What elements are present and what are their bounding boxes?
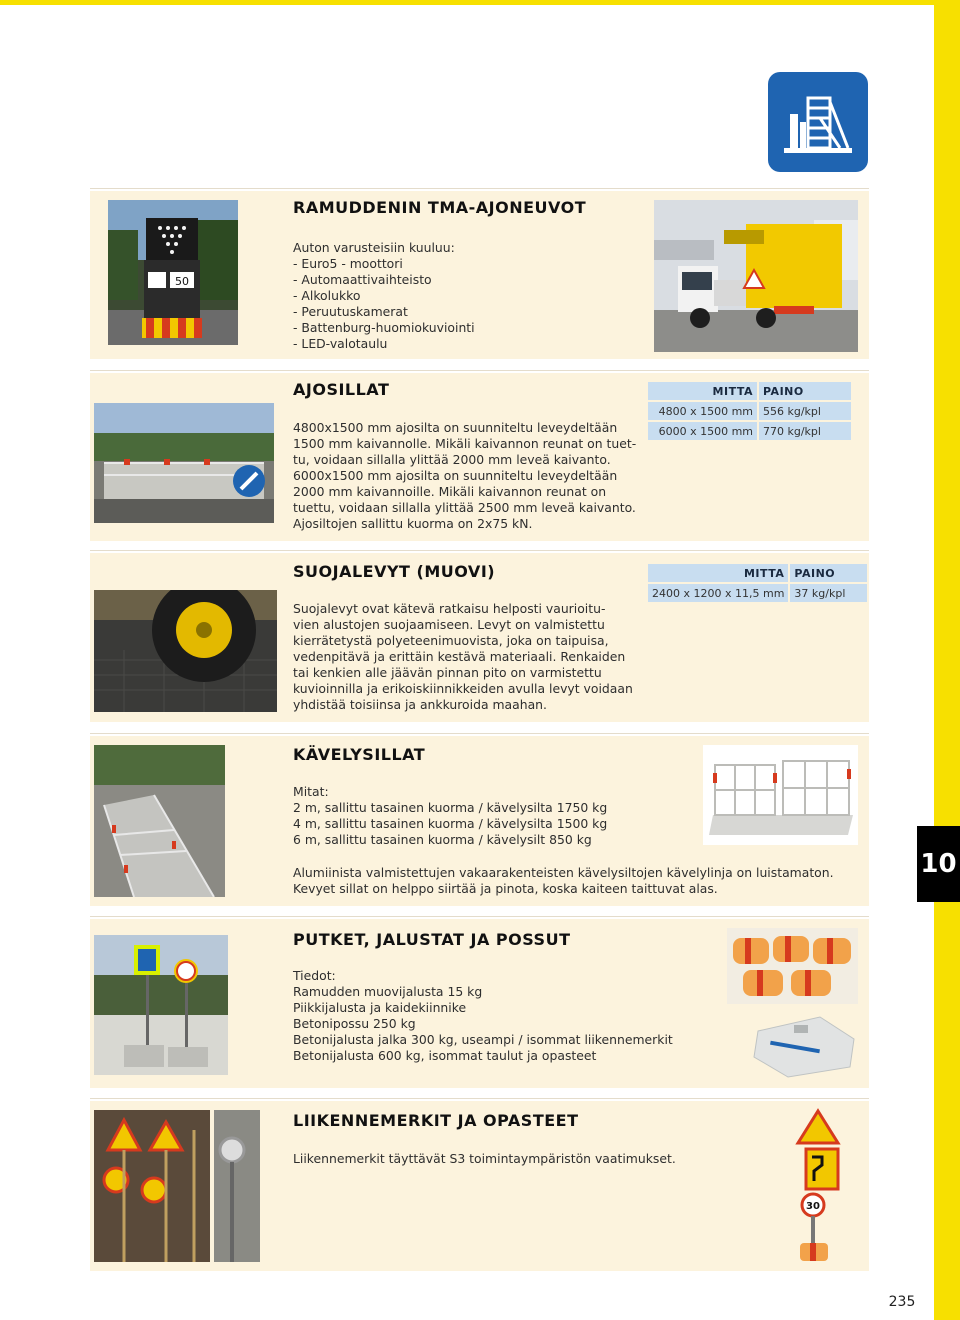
text-line: - Automaattivaihteisto [293, 272, 432, 287]
text-line: yhdistää toisiinsa ja ankkuroida maahan. [293, 697, 547, 712]
table-header-paino: PAINO [790, 564, 867, 582]
text-line: Liikennemerkit täyttävät S3 toimintaympäristön vaatimukset. [293, 1151, 676, 1166]
table-cell-paino: 556 kg/kpl [759, 402, 851, 420]
ajosillat-description [293, 420, 636, 532]
section-title-putket: PUTKET, JALUSTAT JA POSSUT [293, 930, 571, 949]
text-line: Ramudden muovijalusta 15 kg [293, 984, 483, 999]
section-title-tma: RAMUDDENIN TMA-AJONEUVOT [293, 198, 587, 217]
text-line: Mitat: [293, 784, 329, 799]
section-driving-bridges [90, 373, 869, 541]
chapter-number: 10 [917, 826, 960, 902]
text-line: 1500 mm kaivannolle. Mikäli kaivannon reunat on tuet- [293, 436, 637, 451]
page-number: 235 [872, 1290, 932, 1314]
text-line: tuettu, voidaan sillalla ylittää 2500 mm leveä kaivanto. [293, 500, 636, 515]
section-tma-vehicles [90, 191, 869, 359]
section-protective-mats [90, 553, 869, 722]
text-line: - Peruutuskamerat [293, 304, 408, 319]
text-line: Betonijalusta 600 kg, isommat taulut ja opasteet [293, 1048, 597, 1063]
driving-bridge-photo [94, 403, 274, 523]
speed-sign-30: 30 [806, 1201, 820, 1212]
concrete-pigs-photo [727, 928, 858, 1004]
text-line: vien alustojen suojaamiseen. Levyt on valmistettu [293, 617, 605, 632]
concrete-base-photo [750, 1011, 858, 1079]
roadwork-sign-photo [778, 1107, 858, 1267]
text-line: - Euro5 - moottori [293, 256, 403, 271]
text-line: 6000x1500 mm ajosilta on suunniteltu leveydeltään [293, 468, 618, 483]
text-line: Tiedot: [293, 968, 336, 983]
section-traffic-signs [90, 1101, 869, 1271]
text-line: 2000 mm kaivannoille. Mikäli kaivannon reunat on [293, 484, 607, 499]
text-line: kierrätetystä polyeteenimuovista, joka on taipuisa, [293, 633, 609, 648]
sign-posts-photo [94, 935, 228, 1075]
tma-truck-photo [108, 200, 238, 345]
traffic-signs-stock-photo [94, 1110, 210, 1262]
putket-details [293, 968, 673, 1064]
speed-sign-50: 50 [175, 275, 189, 288]
table-cell-paino: 770 kg/kpl [759, 422, 851, 440]
walking-bridge-product-photo [703, 745, 858, 845]
liikennemerkit-description [293, 1151, 676, 1167]
suojalevyt-description [293, 601, 633, 713]
ajosillat-spec-table [646, 380, 853, 442]
text-line: tai kenkien alle jäävän pinnan pito on varmistettu [293, 665, 602, 680]
table-header-paino: PAINO [759, 382, 851, 400]
table-cell-mitta: 2400 x 1200 x 11,5 mm [648, 584, 788, 602]
text-line: - Battenburg-huomiokuviointi [293, 320, 475, 335]
walking-bridge-photo [94, 745, 225, 897]
text-line: 4 m, sallittu tasainen kuorma / kävelysilta 1500 kg [293, 816, 608, 831]
tma-equipment-list [293, 240, 475, 352]
text-line: 2 m, sallittu tasainen kuorma / kävelysilta 1750 kg [293, 800, 608, 815]
text-line: vedenpitävä ja erittäin kestävä materiaali. Renkaiden [293, 649, 626, 664]
table-cell-mitta: 6000 x 1500 mm [648, 422, 757, 440]
kavelysillat-description [293, 865, 834, 897]
section-walking-bridges [90, 736, 869, 906]
protective-mat-photo [94, 590, 277, 712]
section-title-ajosillat: AJOSILLAT [293, 380, 390, 399]
table-row [648, 402, 851, 420]
text-line: - LED-valotaulu [293, 336, 388, 351]
text-line: Suojalevyt ovat kätevä ratkaisu helposti vaurioitu- [293, 601, 606, 616]
table-cell-paino: 37 kg/kpl [790, 584, 867, 602]
section-title-liikennemerkit: LIIKENNEMERKIT JA OPASTEET [293, 1111, 579, 1130]
text-line: Betonipossu 250 kg [293, 1016, 416, 1031]
text-line: Auton varusteisiin kuuluu: [293, 240, 455, 255]
traffic-signs-photo-2 [214, 1110, 260, 1262]
table-header-mitta: MITTA [648, 382, 757, 400]
tma-truck-side-photo [654, 200, 858, 352]
suojalevyt-spec-table [646, 562, 869, 604]
text-line: kuvioinnilla ja erikoiskiinnikkeiden avulla levyt voidaan [293, 681, 633, 696]
text-line: Betonijalusta jalka 300 kg, useampi / isommat liikennemerkit [293, 1032, 673, 1047]
table-row [648, 422, 851, 440]
construction-barrier-icon [768, 72, 868, 172]
section-title-suojalevyt: SUOJALEVYT (MUOVI) [293, 562, 496, 581]
text-line: tu, voidaan sillalla ylittää 2000 mm leveä kaivanto. [293, 452, 611, 467]
text-line: 4800x1500 mm ajosilta on suunniteltu leveydeltään [293, 420, 618, 435]
top-accent-bar [0, 0, 960, 5]
table-header-mitta: MITTA [648, 564, 788, 582]
text-line: Kevyet sillat on helppo siirtää ja pinota, koska kaiteen taittuvat alas. [293, 881, 718, 896]
text-line: Piikkijalusta ja kaidekiinnike [293, 1000, 467, 1015]
text-line: Ajosiltojen sallittu kuorma on 2x75 kN. [293, 516, 533, 531]
table-cell-mitta: 4800 x 1500 mm [648, 402, 757, 420]
kavelysillat-dimensions [293, 784, 607, 848]
section-title-kavelysillat: KÄVELYSILLAT [293, 745, 426, 764]
side-accent-bar [934, 0, 960, 1320]
table-row [648, 584, 867, 602]
text-line: Alumiinista valmistettujen vakaarakenteisten kävelysiltojen kävelylinja on luistamaton. [293, 865, 834, 880]
text-line: - Alkolukko [293, 288, 361, 303]
text-line: 6 m, sallittu tasainen kuorma / kävelysilt 850 kg [293, 832, 592, 847]
section-posts-and-bases [90, 919, 869, 1088]
